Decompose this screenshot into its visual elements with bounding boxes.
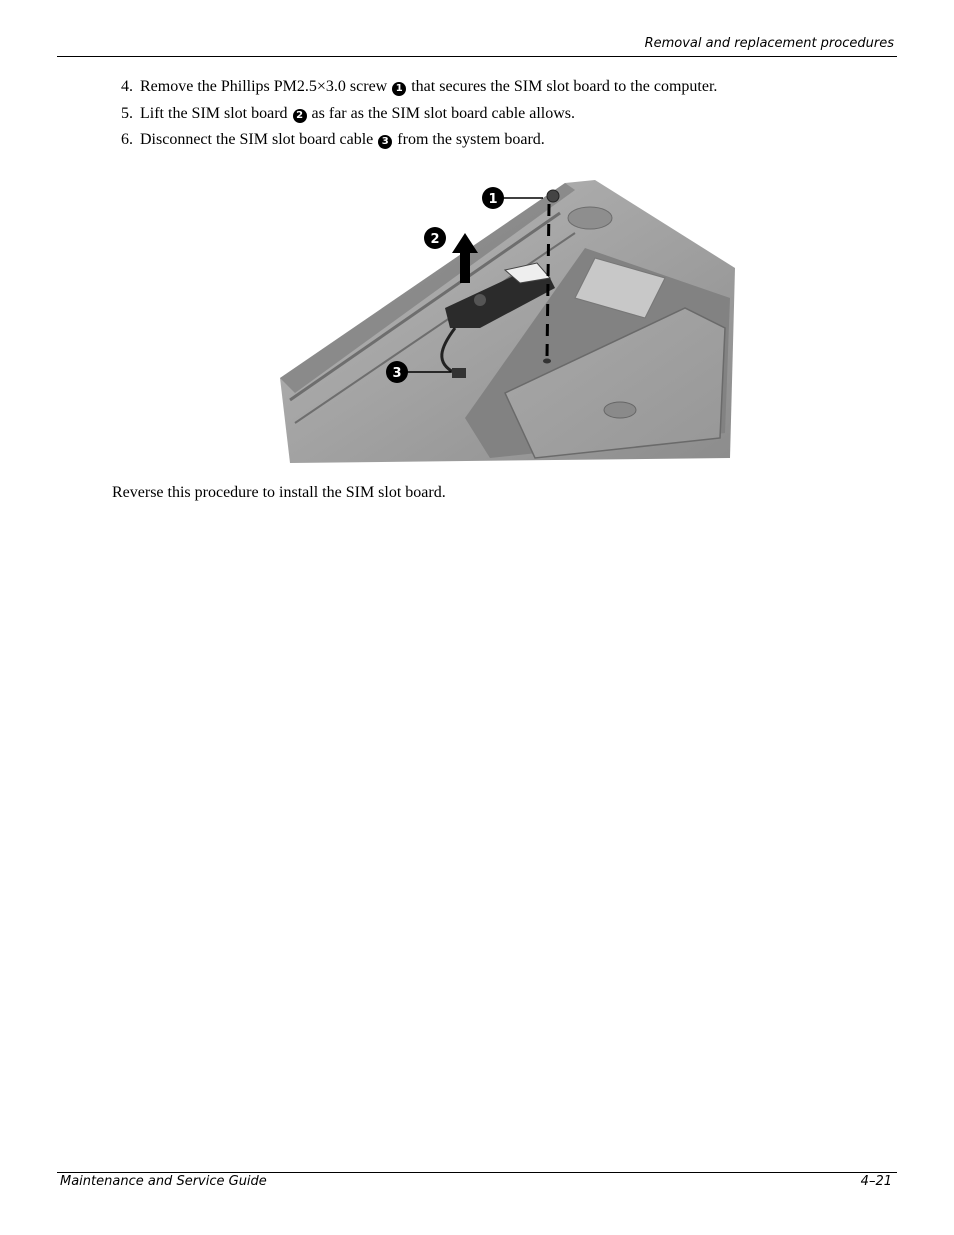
footer-rule xyxy=(57,1172,897,1173)
step-item xyxy=(121,105,575,123)
step-item xyxy=(121,131,545,149)
header-rule xyxy=(57,56,897,57)
step-text-after: that secures the SIM slot board to the computer. xyxy=(411,78,718,95)
closing-paragraph: Reverse this procedure to install the SIM slot board. xyxy=(112,484,446,501)
callout-2-label: 2 xyxy=(430,232,440,247)
screw xyxy=(547,190,559,202)
sim-slot-board-illustration xyxy=(275,178,740,468)
callout-badge: 1 xyxy=(392,82,406,96)
header-section-title: Removal and replacement procedures xyxy=(644,36,894,51)
callout-badge: 2 xyxy=(293,109,307,123)
step-number: 5. xyxy=(121,105,133,122)
footer-guide-title: Maintenance and Service Guide xyxy=(60,1174,267,1189)
step-text-before: Lift the SIM slot board xyxy=(140,105,288,122)
step-text-after: from the system board. xyxy=(397,131,545,148)
sim-card-contact xyxy=(474,294,486,306)
cable-connector xyxy=(452,368,466,378)
step-item xyxy=(121,78,717,96)
callout-badge: 3 xyxy=(378,135,392,149)
callout-1-label: 1 xyxy=(488,192,498,207)
callout-3-label: 3 xyxy=(392,366,402,381)
screw-hole xyxy=(543,359,551,364)
step-text-before: Remove the Phillips PM2.5×3.0 screw xyxy=(140,78,388,95)
step-text-after: as far as the SIM slot board cable allows. xyxy=(311,105,576,122)
speaker-bump xyxy=(568,207,612,229)
footer-page-number: 4–21 xyxy=(860,1174,892,1189)
step-text-before: Disconnect the SIM slot board cable xyxy=(140,131,374,148)
cover-latch xyxy=(604,402,636,418)
step-number: 4. xyxy=(121,78,133,95)
step-number: 6. xyxy=(121,131,133,148)
